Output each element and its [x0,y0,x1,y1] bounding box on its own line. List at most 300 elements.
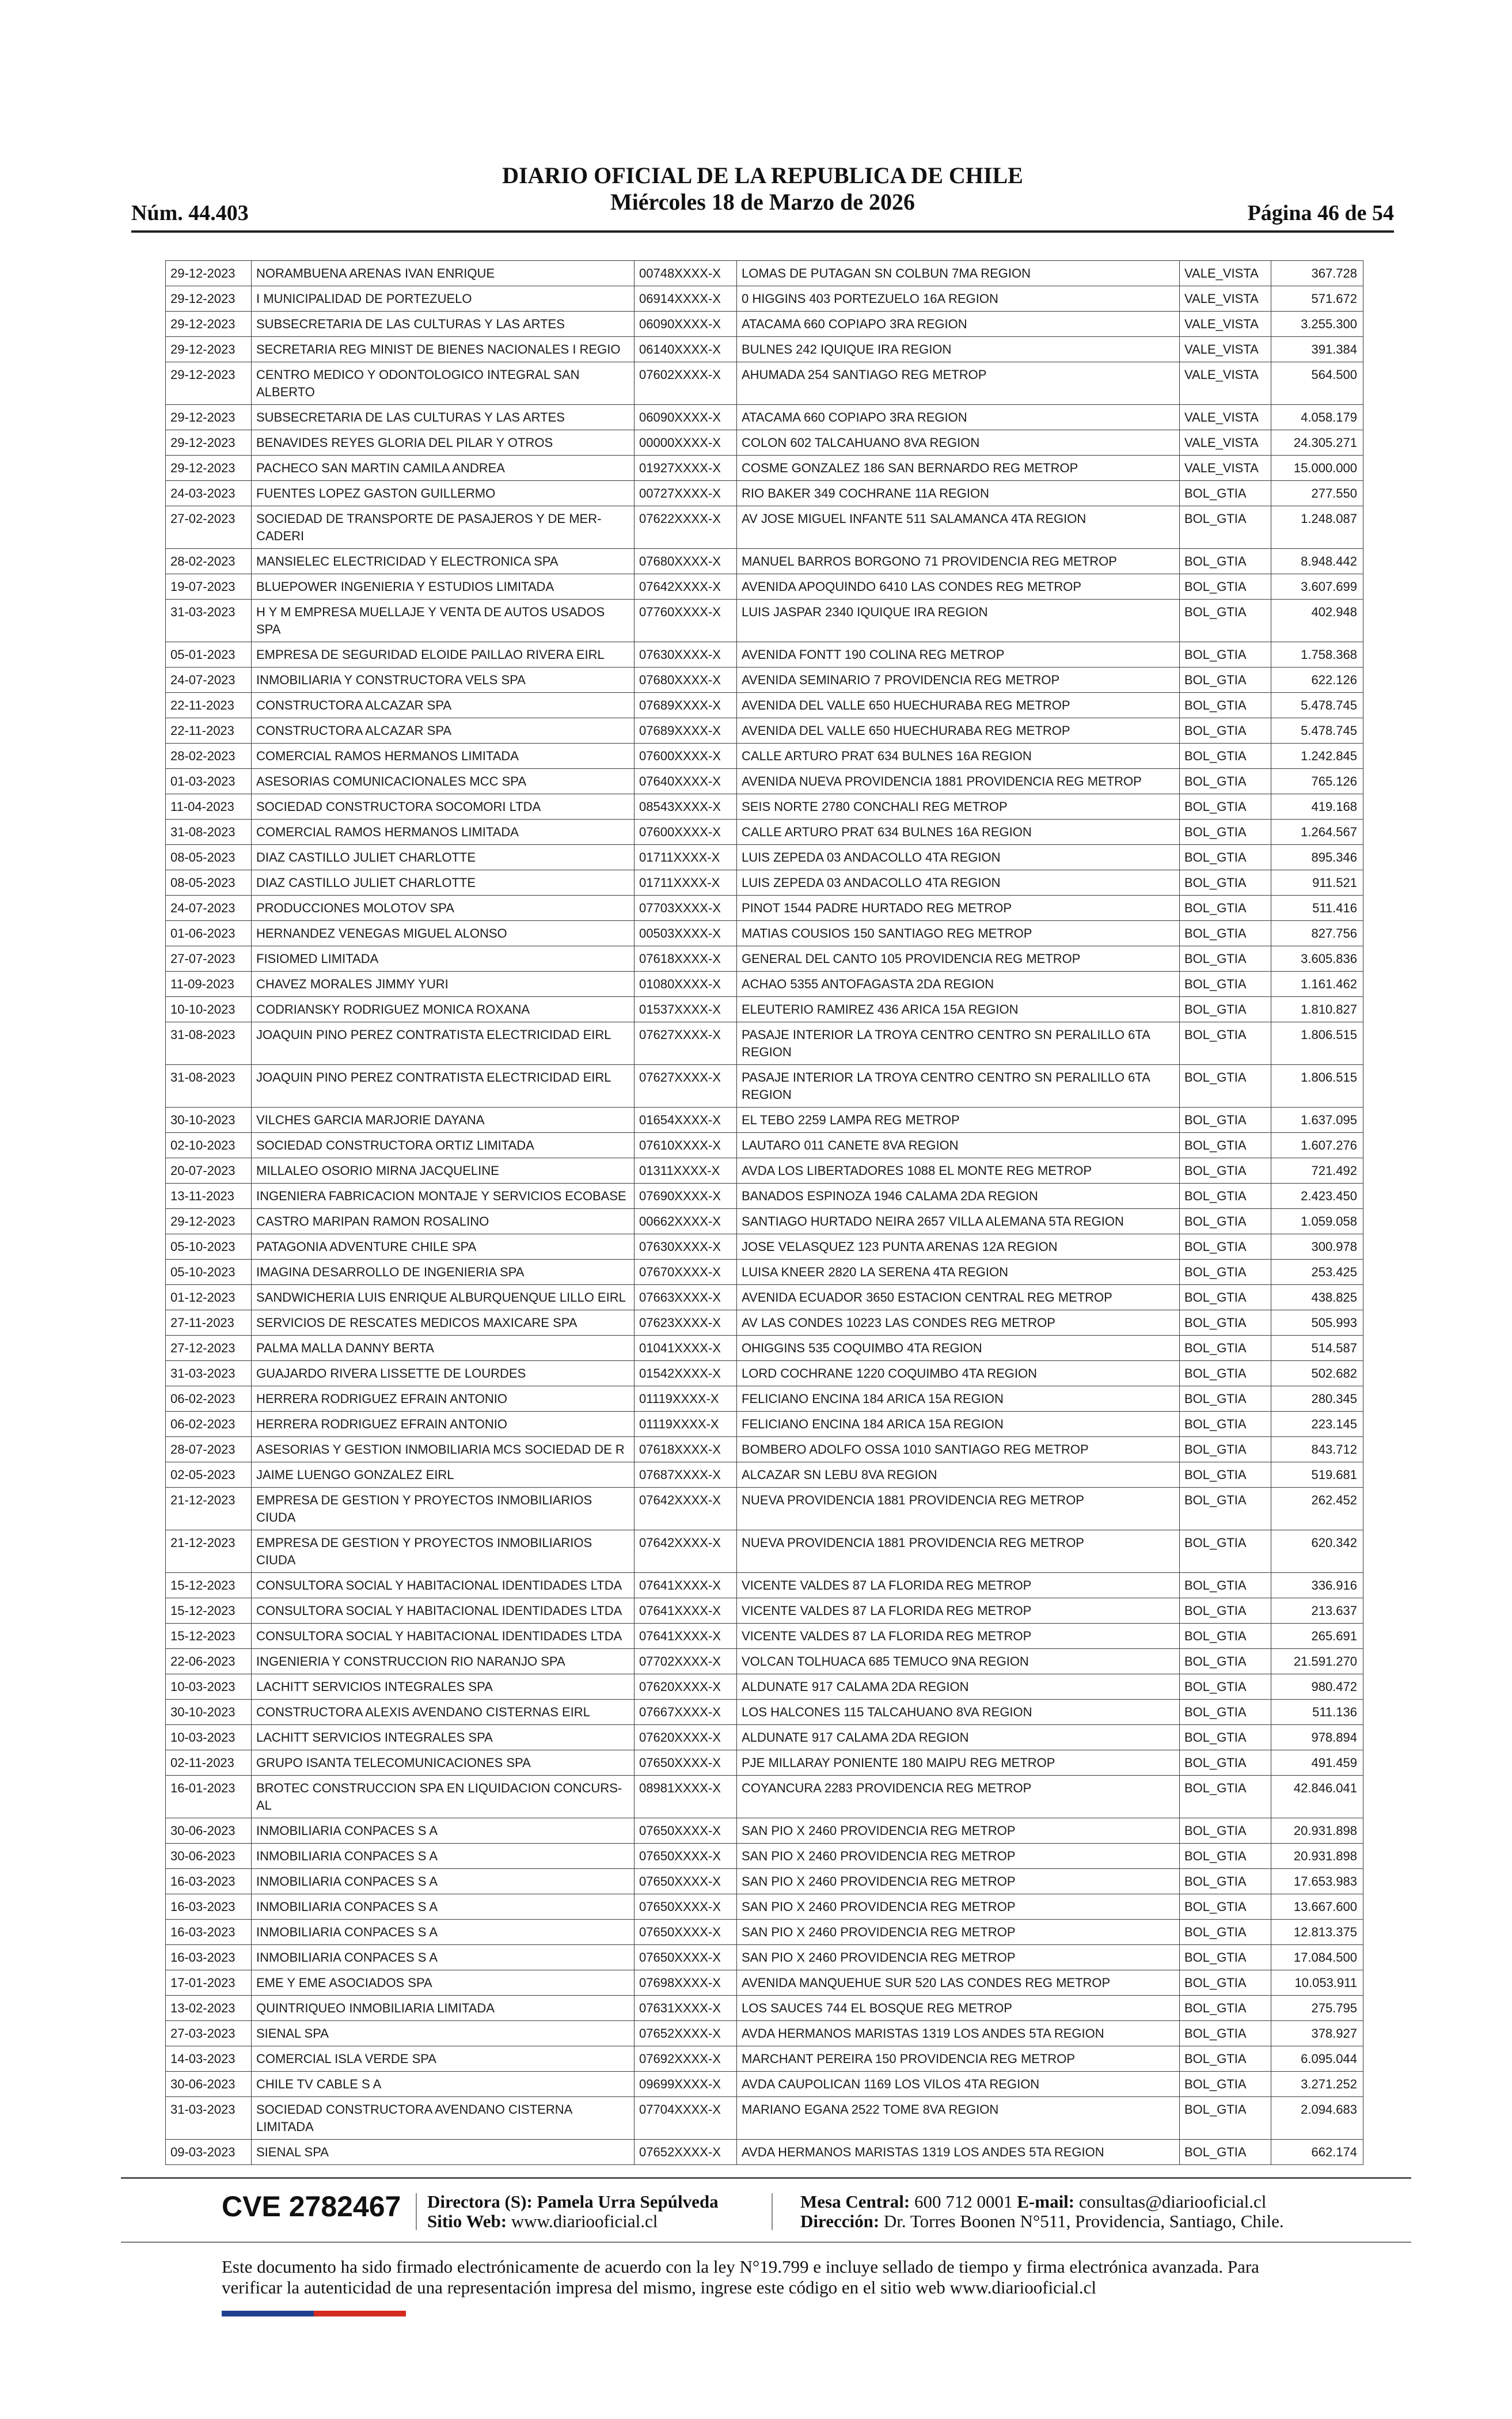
amount-cell: 378.927 [1271,2021,1363,2046]
address-cell: AVENIDA DEL VALLE 650 HUECHURABA REG METROP [737,718,1180,744]
amount-cell: 765.126 [1271,769,1363,794]
table-row [166,1970,1363,1996]
date-cell: 30-10-2023 [166,1700,252,1725]
table-row [166,430,1363,456]
document-type-cell: BOL_GTIA [1180,1108,1271,1133]
rut-cell: 07680XXXX-X [635,549,737,574]
document-type-cell: BOL_GTIA [1180,2140,1271,2165]
table-row [166,1920,1363,1945]
address-cell: LOS SAUCES 744 EL BOSQUE REG METROP [737,1996,1180,2021]
amount-cell: 2.423.450 [1271,1184,1363,1209]
address-cell: 0 HIGGINS 403 PORTEZUELO 16A REGION [737,286,1180,312]
address-cell: AHUMADA 254 SANTIAGO REG METROP [737,362,1180,405]
table-row [166,1022,1363,1065]
document-type-cell: BOL_GTIA [1180,1184,1271,1209]
flag-red-band [314,2311,406,2316]
date-cell: 29-12-2023 [166,362,252,405]
date-cell: 02-10-2023 [166,1133,252,1158]
table-row [166,405,1363,430]
document-type-cell: VALE_VISTA [1180,286,1271,312]
flag-blue-band [222,2311,314,2316]
rut-cell: 07760XXXX-X [635,600,737,642]
date-cell: 24-07-2023 [166,668,252,693]
header-divider [131,230,1394,233]
document-type-cell: BOL_GTIA [1180,1996,1271,2021]
address-cell: SAN PIO X 2460 PROVIDENCIA REG METROP [737,1869,1180,1894]
rut-cell: 07627XXXX-X [635,1022,737,1065]
document-type-cell: BOL_GTIA [1180,574,1271,600]
address-cell: MARIANO EGANA 2522 TOME 8VA REGION [737,2097,1180,2140]
document-type-cell: BOL_GTIA [1180,972,1271,997]
address-cell: LORD COCHRANE 1220 COQUIMBO 4TA REGION [737,1361,1180,1386]
rut-cell: 06140XXXX-X [635,337,737,362]
table-row [166,261,1363,286]
table-row [166,1894,1363,1920]
date-cell: 22-11-2023 [166,718,252,744]
amount-cell: 1.059.058 [1271,1209,1363,1234]
amount-cell: 20.931.898 [1271,1844,1363,1869]
address-cell: ALCAZAR SN LEBU 8VA REGION [737,1462,1180,1488]
address-cell: PASAJE INTERIOR LA TROYA CENTRO CENTRO SN PERALILLO 6TA REGION [737,1022,1180,1065]
date-cell: 05-01-2023 [166,642,252,668]
date-cell: 01-06-2023 [166,921,252,946]
amount-cell: 277.550 [1271,481,1363,506]
name-cell: EMPRESA DE SEGURIDAD ELOIDE PAILLAO RIVERA EIRL [252,642,635,668]
name-cell: NORAMBUENA ARENAS IVAN ENRIQUE [252,261,635,286]
name-cell: SOCIEDAD CONSTRUCTORA ORTIZ LIMITADA [252,1133,635,1158]
amount-cell: 571.672 [1271,286,1363,312]
table-row [166,2021,1363,2046]
date-cell: 06-02-2023 [166,1386,252,1412]
cve-code: CVE 2782467 [222,2190,401,2223]
document-type-cell: BOL_GTIA [1180,997,1271,1022]
table-row [166,693,1363,718]
address-cell: VICENTE VALDES 87 LA FLORIDA REG METROP [737,1573,1180,1598]
address-cell: ALDUNATE 917 CALAMA 2DA REGION [737,1674,1180,1700]
name-cell: CASTRO MARIPAN RAMON ROSALINO [252,1209,635,1234]
table-row [166,1818,1363,1844]
amount-cell: 978.894 [1271,1725,1363,1750]
name-cell: BENAVIDES REYES GLORIA DEL PILAR Y OTROS [252,430,635,456]
amount-cell: 367.728 [1271,261,1363,286]
name-cell: GRUPO ISANTA TELECOMUNICACIONES SPA [252,1750,635,1776]
table-row [166,1412,1363,1437]
date-cell: 11-09-2023 [166,972,252,997]
address-cell: AVENIDA MANQUEHUE SUR 520 LAS CONDES REG METROP [737,1970,1180,1996]
amount-cell: 1.248.087 [1271,506,1363,549]
rut-cell: 07652XXXX-X [635,2021,737,2046]
amount-cell: 1.806.515 [1271,1022,1363,1065]
table-row [166,481,1363,506]
director-label: Directora (S): [427,2191,533,2212]
rut-cell: 01041XXXX-X [635,1336,737,1361]
amount-cell: 438.825 [1271,1285,1363,1310]
amount-cell: 505.993 [1271,1310,1363,1336]
document-type-cell: VALE_VISTA [1180,362,1271,405]
document-type-cell: BOL_GTIA [1180,744,1271,769]
address-cell: ATACAMA 660 COPIAPO 3RA REGION [737,405,1180,430]
name-cell: SIENAL SPA [252,2140,635,2165]
name-cell: SOCIEDAD CONSTRUCTORA SOCOMORI LTDA [252,794,635,820]
name-cell: CHILE TV CABLE S A [252,2072,635,2097]
rut-cell: 01711XXXX-X [635,870,737,896]
date-cell: 10-03-2023 [166,1725,252,1750]
address-cell: ATACAMA 660 COPIAPO 3RA REGION [737,312,1180,337]
date-cell: 13-02-2023 [166,1996,252,2021]
table-row [166,1750,1363,1776]
name-cell: DIAZ CASTILLO JULIET CHARLOTTE [252,870,635,896]
address-cell: LUISA KNEER 2820 LA SERENA 4TA REGION [737,1260,1180,1285]
amount-cell: 336.916 [1271,1573,1363,1598]
date-cell: 16-03-2023 [166,1894,252,1920]
date-cell: 31-08-2023 [166,820,252,845]
date-cell: 29-12-2023 [166,337,252,362]
rut-cell: 07652XXXX-X [635,2140,737,2165]
rut-cell: 00748XXXX-X [635,261,737,286]
date-cell: 27-03-2023 [166,2021,252,2046]
address-cell: COYANCURA 2283 PROVIDENCIA REG METROP [737,1776,1180,1818]
address-cell: NUEVA PROVIDENCIA 1881 PROVIDENCIA REG METROP [737,1488,1180,1530]
mesa-phone: 600 712 0001 [914,2191,1013,2212]
date-cell: 31-08-2023 [166,1022,252,1065]
web-link[interactable]: www.diariooficial.cl [511,2211,658,2231]
amount-cell: 13.667.600 [1271,1894,1363,1920]
amount-cell: 491.459 [1271,1750,1363,1776]
date-cell: 06-02-2023 [166,1412,252,1437]
table-row [166,1844,1363,1869]
document-type-cell: VALE_VISTA [1180,337,1271,362]
web-label: Sitio Web: [427,2211,507,2231]
date-cell: 05-10-2023 [166,1234,252,1260]
name-cell: MILLALEO OSORIO MIRNA JACQUELINE [252,1158,635,1184]
rut-cell: 07600XXXX-X [635,820,737,845]
rut-cell: 07623XXXX-X [635,1310,737,1336]
address-cell: SAN PIO X 2460 PROVIDENCIA REG METROP [737,1844,1180,1869]
flag-stripe [222,2311,406,2316]
address-cell: MATIAS COUSIOS 150 SANTIAGO REG METROP [737,921,1180,946]
document-type-cell: BOL_GTIA [1180,506,1271,549]
date-cell: 15-12-2023 [166,1573,252,1598]
name-cell: JAIME LUENGO GONZALEZ EIRL [252,1462,635,1488]
rut-cell: 08543XXXX-X [635,794,737,820]
amount-cell: 911.521 [1271,870,1363,896]
name-cell: HERRERA RODRIGUEZ EFRAIN ANTONIO [252,1386,635,1412]
amount-cell: 622.126 [1271,668,1363,693]
table-row [166,1336,1363,1361]
name-cell: GUAJARDO RIVERA LISSETTE DE LOURDES [252,1361,635,1386]
rut-cell: 07670XXXX-X [635,1260,737,1285]
table-row [166,1573,1363,1598]
amount-cell: 3.607.699 [1271,574,1363,600]
name-cell: EMPRESA DE GESTION Y PROYECTOS INMOBILIARIOS CIUDA [252,1530,635,1573]
rut-cell: 01119XXXX-X [635,1386,737,1412]
amount-cell: 843.712 [1271,1437,1363,1462]
address-cell: SAN PIO X 2460 PROVIDENCIA REG METROP [737,1920,1180,1945]
date-cell: 17-01-2023 [166,1970,252,1996]
date-cell: 10-10-2023 [166,997,252,1022]
rut-cell: 07641XXXX-X [635,1624,737,1649]
amount-cell: 12.813.375 [1271,1920,1363,1945]
name-cell: LACHITT SERVICIOS INTEGRALES SPA [252,1725,635,1750]
date-cell: 21-12-2023 [166,1488,252,1530]
amount-cell: 10.053.911 [1271,1970,1363,1996]
address-label: Dirección: [800,2211,880,2231]
name-cell: SIENAL SPA [252,2021,635,2046]
email-link[interactable]: consultas@diariooficial.cl [1078,2191,1267,2212]
table-row [166,1462,1363,1488]
document-type-cell: BOL_GTIA [1180,1725,1271,1750]
rut-cell: 07680XXXX-X [635,668,737,693]
address-cell: VICENTE VALDES 87 LA FLORIDA REG METROP [737,1598,1180,1624]
table-row [166,1649,1363,1674]
rut-cell: 07650XXXX-X [635,1818,737,1844]
table-row [166,1184,1363,1209]
document-type-cell: BOL_GTIA [1180,1234,1271,1260]
address-cell: ALDUNATE 917 CALAMA 2DA REGION [737,1725,1180,1750]
name-cell: SECRETARIA REG MINIST DE BIENES NACIONALES I REGIO [252,337,635,362]
address-cell: FELICIANO ENCINA 184 ARICA 15A REGION [737,1386,1180,1412]
amount-cell: 15.000.000 [1271,456,1363,481]
document-type-cell: BOL_GTIA [1180,1624,1271,1649]
name-cell: PACHECO SAN MARTIN CAMILA ANDREA [252,456,635,481]
address-cell: LOS HALCONES 115 TALCAHUANO 8VA REGION [737,1700,1180,1725]
rut-cell: 01311XXXX-X [635,1158,737,1184]
name-cell: HERNANDEZ VENEGAS MIGUEL ALONSO [252,921,635,946]
document-type-cell: VALE_VISTA [1180,261,1271,286]
amount-cell: 3.271.252 [1271,2072,1363,2097]
footer-divider [121,2242,1411,2243]
document-type-cell: BOL_GTIA [1180,1700,1271,1725]
table-row [166,1361,1363,1386]
name-cell: SUBSECRETARIA DE LAS CULTURAS Y LAS ARTES [252,405,635,430]
name-cell: INGENIERIA Y CONSTRUCCION RIO NARANJO SPA [252,1649,635,1674]
amount-cell: 300.978 [1271,1234,1363,1260]
name-cell: VILCHES GARCIA MARJORIE DAYANA [252,1108,635,1133]
date-cell: 29-12-2023 [166,1209,252,1234]
table-row [166,1158,1363,1184]
footer-separator [416,2193,417,2230]
table-row [166,946,1363,972]
address-cell: BOMBERO ADOLFO OSSA 1010 SANTIAGO REG METROP [737,1437,1180,1462]
document-type-cell: BOL_GTIA [1180,1598,1271,1624]
amount-cell: 511.416 [1271,896,1363,921]
address-cell: COLON 602 TALCAHUANO 8VA REGION [737,430,1180,456]
date-cell: 08-05-2023 [166,870,252,896]
name-cell: DIAZ CASTILLO JULIET CHARLOTTE [252,845,635,870]
address-cell: VOLCAN TOLHUACA 685 TEMUCO 9NA REGION [737,1649,1180,1674]
name-cell: MANSIELEC ELECTRICIDAD Y ELECTRONICA SPA [252,549,635,574]
document-type-cell: BOL_GTIA [1180,600,1271,642]
table-row [166,1700,1363,1725]
table-row [166,744,1363,769]
document-type-cell: BOL_GTIA [1180,1844,1271,1869]
address-cell: AV JOSE MIGUEL INFANTE 511 SALAMANCA 4TA REGION [737,506,1180,549]
rut-cell: 07630XXXX-X [635,1234,737,1260]
rut-cell: 07627XXXX-X [635,1065,737,1108]
date-cell: 29-12-2023 [166,261,252,286]
name-cell: INMOBILIARIA CONPACES S A [252,1920,635,1945]
rut-cell: 06090XXXX-X [635,405,737,430]
records-table [165,260,1363,2165]
amount-cell: 21.591.270 [1271,1649,1363,1674]
rut-cell: 09699XXXX-X [635,2072,737,2097]
rut-cell: 01711XXXX-X [635,845,737,870]
table-row [166,1996,1363,2021]
document-type-cell: BOL_GTIA [1180,794,1271,820]
date-cell: 31-03-2023 [166,1361,252,1386]
amount-cell: 265.691 [1271,1624,1363,1649]
address-cell: LUIS ZEPEDA 03 ANDACOLLO 4TA REGION [737,870,1180,896]
name-cell: CONSULTORA SOCIAL Y HABITACIONAL IDENTIDADES LTDA [252,1598,635,1624]
rut-cell: 07631XXXX-X [635,1996,737,2021]
address-cell: VICENTE VALDES 87 LA FLORIDA REG METROP [737,1624,1180,1649]
name-cell: CENTRO MEDICO Y ODONTOLOGICO INTEGRAL SAN ALBERTO [252,362,635,405]
date-cell: 14-03-2023 [166,2046,252,2072]
amount-cell: 391.384 [1271,337,1363,362]
footer-contact-block [800,2192,1284,2231]
rut-cell: 07602XXXX-X [635,362,737,405]
rut-cell: 07620XXXX-X [635,1725,737,1750]
document-type-cell: VALE_VISTA [1180,312,1271,337]
table-row [166,1488,1363,1530]
name-cell: CONSTRUCTORA ALEXIS AVENDANO CISTERNAS EIRL [252,1700,635,1725]
rut-cell: 07689XXXX-X [635,718,737,744]
director-name: Pamela Urra Sepúlveda [537,2191,719,2212]
table-row [166,1285,1363,1310]
document-type-cell: BOL_GTIA [1180,2072,1271,2097]
mesa-label: Mesa Central: [800,2191,910,2212]
rut-cell: 07663XXXX-X [635,1285,737,1310]
document-type-cell: BOL_GTIA [1180,921,1271,946]
amount-cell: 24.305.271 [1271,430,1363,456]
date-cell: 16-03-2023 [166,1945,252,1970]
name-cell: BROTEC CONSTRUCCION SPA EN LIQUIDACION CONCURS-AL [252,1776,635,1818]
address-cell: ACHAO 5355 ANTOFAGASTA 2DA REGION [737,972,1180,997]
amount-cell: 620.342 [1271,1530,1363,1573]
date-cell: 08-05-2023 [166,845,252,870]
document-type-cell: BOL_GTIA [1180,1530,1271,1573]
rut-cell: 07618XXXX-X [635,1437,737,1462]
date-cell: 02-05-2023 [166,1462,252,1488]
table-row [166,820,1363,845]
date-cell: 11-04-2023 [166,794,252,820]
address-cell: LAUTARO 011 CANETE 8VA REGION [737,1133,1180,1158]
document-type-cell: BOL_GTIA [1180,845,1271,870]
rut-cell: 01080XXXX-X [635,972,737,997]
table-row [166,2046,1363,2072]
date-cell: 29-12-2023 [166,430,252,456]
amount-cell: 280.345 [1271,1386,1363,1412]
amount-cell: 253.425 [1271,1260,1363,1285]
name-cell: COMERCIAL RAMOS HERMANOS LIMITADA [252,820,635,845]
rut-cell: 07622XXXX-X [635,506,737,549]
date-cell: 29-12-2023 [166,312,252,337]
amount-cell: 8.948.442 [1271,549,1363,574]
name-cell: CHAVEZ MORALES JIMMY YURI [252,972,635,997]
rut-cell: 07703XXXX-X [635,896,737,921]
rut-cell: 07667XXXX-X [635,1700,737,1725]
amount-cell: 1.806.515 [1271,1065,1363,1108]
name-cell: FUENTES LOPEZ GASTON GUILLERMO [252,481,635,506]
table-row [166,1234,1363,1260]
name-cell: HERRERA RODRIGUEZ EFRAIN ANTONIO [252,1412,635,1437]
table-row [166,1945,1363,1970]
document-type-cell: BOL_GTIA [1180,1310,1271,1336]
rut-cell: 07698XXXX-X [635,1970,737,1996]
date-cell: 30-06-2023 [166,1844,252,1869]
document-type-cell: VALE_VISTA [1180,405,1271,430]
table-row [166,506,1363,549]
amount-cell: 223.145 [1271,1412,1363,1437]
table-row [166,1209,1363,1234]
name-cell: PRODUCCIONES MOLOTOV SPA [252,896,635,921]
name-cell: CONSTRUCTORA ALCAZAR SPA [252,718,635,744]
date-cell: 31-08-2023 [166,1065,252,1108]
footer-separator [772,2193,773,2230]
date-cell: 21-12-2023 [166,1530,252,1573]
address-cell: BANADOS ESPINOZA 1946 CALAMA 2DA REGION [737,1184,1180,1209]
address-cell: LOMAS DE PUTAGAN SN COLBUN 7MA REGION [737,261,1180,286]
document-type-cell: BOL_GTIA [1180,1750,1271,1776]
document-type-cell: BOL_GTIA [1180,1462,1271,1488]
address-cell: AVDA HERMANOS MARISTAS 1319 LOS ANDES 5TA REGION [737,2140,1180,2165]
date-cell: 16-03-2023 [166,1869,252,1894]
address-cell: MARCHANT PEREIRA 150 PROVIDENCIA REG METROP [737,2046,1180,2072]
rut-cell: 07641XXXX-X [635,1598,737,1624]
table-row [166,1260,1363,1285]
amount-cell: 262.452 [1271,1488,1363,1530]
amount-cell: 17.653.983 [1271,1869,1363,1894]
page-indicator: Página 46 de 54 [1247,201,1394,225]
address-cell: AVENIDA APOQUINDO 6410 LAS CONDES REG METROP [737,574,1180,600]
amount-cell: 502.682 [1271,1361,1363,1386]
amount-cell: 5.478.745 [1271,693,1363,718]
amount-cell: 1.161.462 [1271,972,1363,997]
document-type-cell: BOL_GTIA [1180,1869,1271,1894]
document-type-cell: BOL_GTIA [1180,1970,1271,1996]
address-cell: PJE MILLARAY PONIENTE 180 MAIPU REG METROP [737,1750,1180,1776]
table-row [166,2140,1363,2165]
address-cell: SAN PIO X 2460 PROVIDENCIA REG METROP [737,1945,1180,1970]
amount-cell: 213.637 [1271,1598,1363,1624]
table-row [166,1133,1363,1158]
address-cell: AVENIDA FONTT 190 COLINA REG METROP [737,642,1180,668]
rut-cell: 07650XXXX-X [635,1869,737,1894]
table-row [166,972,1363,997]
name-cell: SERVICIOS DE RESCATES MEDICOS MAXICARE SPA [252,1310,635,1336]
document-type-cell: BOL_GTIA [1180,1776,1271,1818]
document-type-cell: BOL_GTIA [1180,481,1271,506]
date-cell: 30-10-2023 [166,1108,252,1133]
name-cell: COMERCIAL ISLA VERDE SPA [252,2046,635,2072]
date-cell: 22-11-2023 [166,693,252,718]
name-cell: INGENIERA FABRICACION MONTAJE Y SERVICIOS ECOBASE [252,1184,635,1209]
address-cell: PASAJE INTERIOR LA TROYA CENTRO CENTRO SN PERALILLO 6TA REGION [737,1065,1180,1108]
name-cell: COMERCIAL RAMOS HERMANOS LIMITADA [252,744,635,769]
issue-number: Núm. 44.403 [131,201,249,225]
rut-cell: 07650XXXX-X [635,1750,737,1776]
address-cell: EL TEBO 2259 LAMPA REG METROP [737,1108,1180,1133]
amount-cell: 6.095.044 [1271,2046,1363,2072]
date-cell: 09-03-2023 [166,2140,252,2165]
rut-cell: 00662XXXX-X [635,1209,737,1234]
rut-cell: 00727XXXX-X [635,481,737,506]
name-cell: I MUNICIPALIDAD DE PORTEZUELO [252,286,635,312]
name-cell: SUBSECRETARIA DE LAS CULTURAS Y LAS ARTES [252,312,635,337]
amount-cell: 2.094.683 [1271,2097,1363,2140]
table-row [166,997,1363,1022]
table-row [166,2072,1363,2097]
